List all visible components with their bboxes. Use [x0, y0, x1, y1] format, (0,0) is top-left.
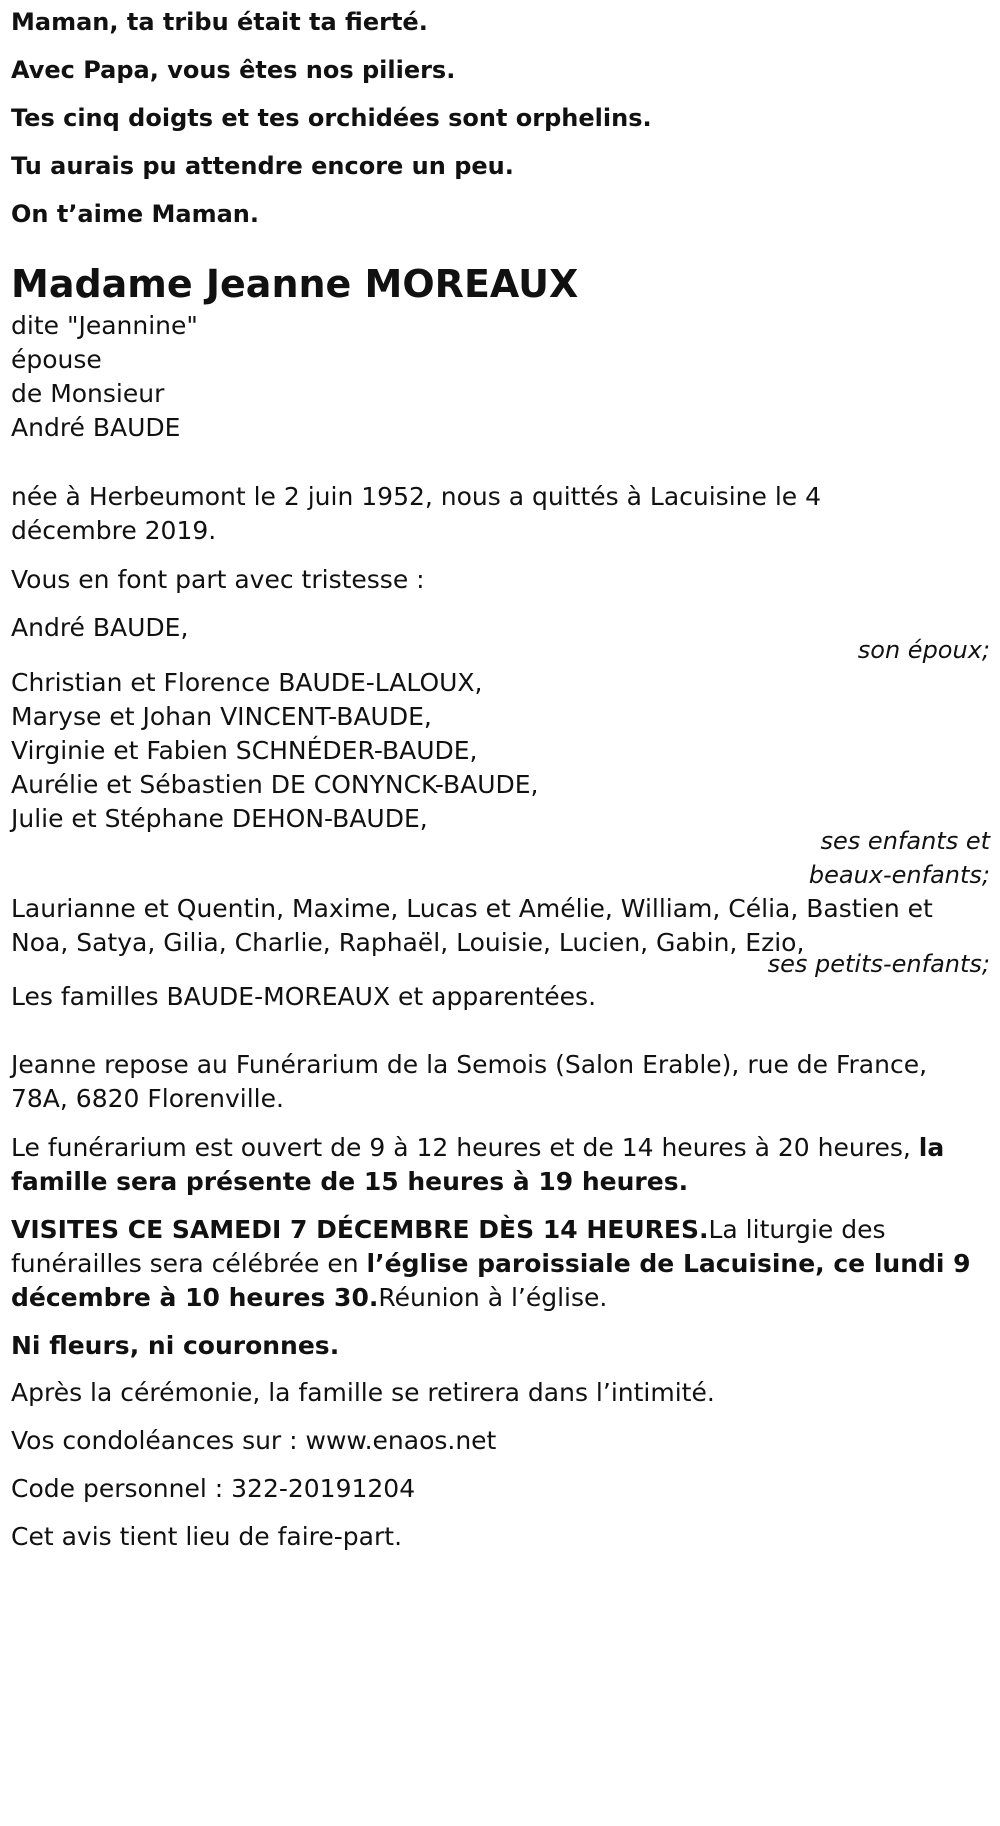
intro-line-3: Tes cinq doigts et tes orchidées sont orphelins. [11, 104, 652, 132]
families-line: Les familles BAUDE-MOREAUX et apparentées. [11, 982, 597, 1011]
hours-line-2: famille sera présente de 15 heures à 19 heures. [11, 1167, 689, 1196]
intro-line-2: Avec Papa, vous êtes nos piliers. [11, 56, 456, 84]
liturgy-bold: l’église paroissiale de Lacuisine, ce lundi 9 [366, 1249, 971, 1278]
condolences-line: Vos condoléances sur : www.enaos.net [11, 1426, 497, 1455]
grandchildren-line-2: Noa, Satya, Gilia, Charlie, Raphaël, Louisie, Lucien, Gabin, Ezio, [11, 928, 805, 957]
deceased-name: Madame Jeanne MOREAUX [11, 262, 579, 306]
birth-death-line-1: née à Herbeumont le 2 juin 1952, nous a quittés à Lacuisine le 4 [11, 482, 821, 511]
children-role-1: ses enfants et [820, 827, 990, 855]
grandchildren-line-1: Laurianne et Quentin, Maxime, Lucas et Amélie, William, Célia, Bastien et [11, 894, 933, 923]
liturgy-text: funérailles sera célébrée en [11, 1249, 367, 1278]
liturgy-date-bold: décembre à 10 heures 30. [11, 1283, 379, 1312]
child-4: Aurélie et Sébastien DE CONYNCK-BAUDE, [11, 770, 539, 799]
personal-code: Code personnel : 322-20191204 [11, 1474, 416, 1503]
spouse-line-2: de Monsieur [11, 379, 165, 408]
visits-bold: VISITES CE SAMEDI 7 DÉCEMBRE DÈS 14 HEURES. [11, 1215, 709, 1244]
birth-death-line-2: décembre 2019. [11, 516, 217, 545]
spouse-line-1: épouse [11, 345, 102, 374]
children-role-2: beaux-enfants; [808, 861, 990, 889]
family-spouse: André BAUDE, [11, 613, 189, 642]
intro-line-1: Maman, ta tribu était ta fierté. [11, 8, 428, 36]
child-5: Julie et Stéphane DEHON-BAUDE, [11, 804, 428, 833]
intro-line-5: On t’aime Maman. [11, 200, 259, 228]
grandchildren-role: ses petits-enfants; [767, 950, 990, 978]
child-3: Virginie et Fabien SCHNÉDER-BAUDE, [11, 736, 478, 765]
child-2: Maryse et Johan VINCENT-BAUDE, [11, 702, 432, 731]
after-ceremony: Après la cérémonie, la famille se retirera dans l’intimité. [11, 1378, 715, 1407]
hours-text: Le funérarium est ouvert de 9 à 12 heures et de 14 heures à 20 heures, [11, 1133, 919, 1162]
deceased-nickname: dite "Jeannine" [11, 311, 198, 340]
spouse-line-3: André BAUDE [11, 413, 181, 442]
hours-bold-start: la [918, 1133, 945, 1162]
no-flowers: Ni fleurs, ni couronnes. [11, 1331, 340, 1360]
location-line-1: Jeanne repose au Funérarium de la Semois (Salon Erable), rue de France, [11, 1050, 928, 1079]
announcement: Vous en font part avec tristesse : [11, 565, 425, 594]
liturgy-line-3 [11, 1278, 990, 1318]
reunion-text: Réunion à l’église. [378, 1283, 608, 1312]
location-line-2: 78A, 6820 Florenville. [11, 1084, 284, 1113]
spouse-role: son époux; [857, 636, 990, 664]
visits-text: La liturgie des [708, 1215, 886, 1244]
intro-line-4: Tu aurais pu attendre encore un peu. [11, 152, 514, 180]
notice-line: Cet avis tient lieu de faire-part. [11, 1522, 403, 1551]
child-1: Christian et Florence BAUDE-LALOUX, [11, 668, 483, 697]
